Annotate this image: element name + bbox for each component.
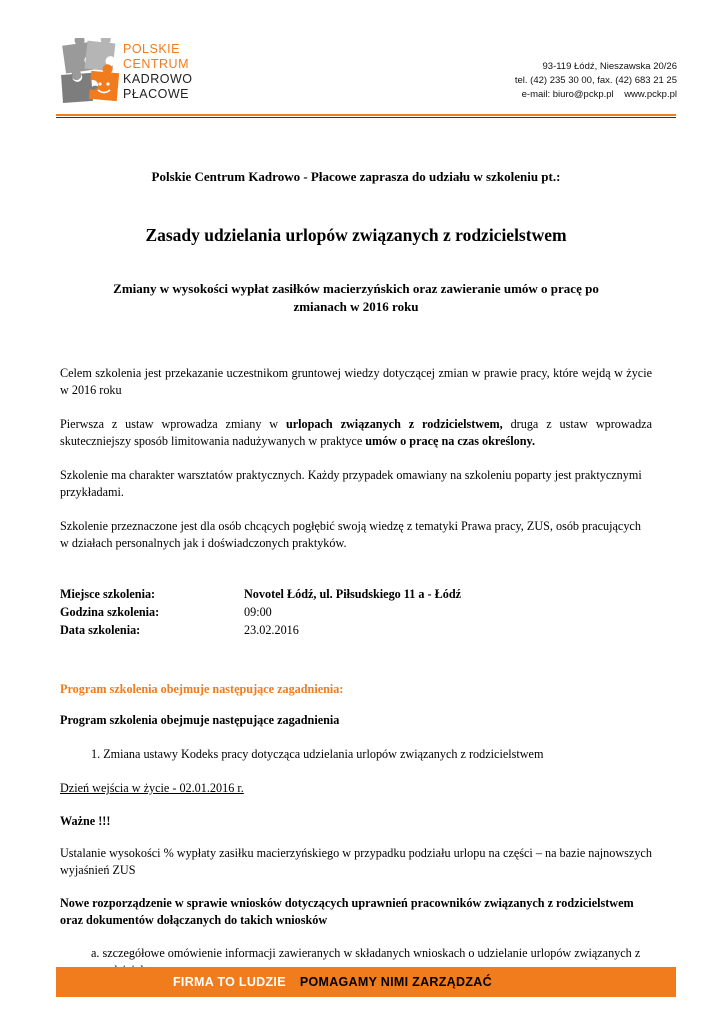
program-item-1: 1. Zmiana ustawy Kodeks pracy dotycząca udzielania urlopów związanych z rodzicielstwem: [91, 747, 544, 761]
maternity-note: Ustalanie wysokości % wypłaty zasiłku macierzyńskiego w przypadku podziału urlopu na części – na bazie najnowszych wyjaśnień ZUS: [60, 846, 652, 877]
contact-info: [515, 60, 677, 102]
footer-slogan: [173, 975, 492, 989]
effective-date: Dzień wejścia w życie - 02.01.2016 r.: [60, 781, 244, 795]
page-header: [0, 0, 725, 118]
puzzle-logo-icon: [56, 38, 122, 108]
training-title: Zasady udzielania urlopów związanych z rodzicielstwem: [145, 225, 567, 245]
company-logo: [56, 38, 206, 108]
place-label: Miejsce szkolenia:: [60, 587, 156, 601]
time-label: Godzina szkolenia:: [60, 605, 160, 619]
subtitle-line-2: zmianach w 2016 roku: [293, 299, 419, 314]
paragraph-goal: Celem szkolenia jest przekazanie uczestnikom gruntowej wiedzy dotyczącej zmian w prawie pracy, które wejdą w życie w 2016 roku: [60, 366, 652, 397]
logo-text: [123, 42, 192, 102]
subtitle-line-1: Zmiany w wysokości wypłat zasiłków macierzyńskich oraz zawieranie umów o pracę po: [113, 281, 599, 296]
contact-email-web: e-mail: biuro@pckp.pl www.pckp.pl: [521, 89, 677, 100]
laws-text-b: urlopach związanych z rodzicielstwem,: [285, 417, 503, 431]
paragraph-laws: [60, 416, 652, 450]
laws-text-a: Pierwsza z ustaw wprowadza zmiany w: [60, 417, 286, 431]
time-value: 09:00: [244, 605, 272, 619]
info-row-time: [60, 603, 461, 621]
paragraph-audience: Szkolenie przeznaczone jest dla osób chcących pogłębić swoją wiedzę z tematyki Prawa pracy, ZUS, osób pracujących w działach personalnych jak i doświadczonych praktyków.: [60, 519, 641, 550]
regulation-heading: Nowe rozporządzenie w sprawie wniosków dotyczących uprawnień pracowników związanych z rodzicielstwem oraz dokumentów dołączanych do takich wniosków: [60, 896, 634, 927]
logo-line-3: KADROWO: [123, 72, 193, 86]
logo-line-4: PŁACOWE: [123, 87, 190, 101]
date-label: Data szkolenia:: [60, 623, 141, 637]
sub-item-a-line-1: a. szczegółowe omówienie informacji zawieranych w składanych wnioskach o udzielanie urlopów związanych z: [91, 946, 641, 960]
training-info-table: [60, 585, 461, 639]
paragraph-workshop: Szkolenie ma charakter warsztatów praktycznych. Każdy przypadek omawiany na szkoleniu poparty jest praktycznymi przykładami.: [60, 468, 642, 499]
program-heading-orange: Program szkolenia obejmuje następujące zagadnienia:: [60, 682, 344, 696]
date-value: 23.02.2016: [244, 623, 299, 637]
program-heading: Program szkolenia obejmuje następujące zagadnienia: [60, 713, 340, 727]
info-row-place: [60, 585, 461, 603]
logo-line-1: POLSKIE: [123, 42, 180, 56]
laws-text-c: druga z ustaw wprowadza skuteczniejszy sposób limitowania nadużywanych w praktyce: [60, 417, 652, 448]
important-label: Ważne !!!: [60, 814, 111, 828]
document-body: [60, 168, 652, 979]
contact-phone: tel. (42) 235 30 00, fax. (42) 683 21 25: [514, 75, 677, 86]
contact-address: 93-119 Łódź, Nieszawska 20/26: [542, 61, 677, 72]
training-subtitle: [60, 280, 652, 316]
header-divider-dark: [56, 117, 676, 118]
logo-line-2: CENTRUM: [123, 57, 189, 71]
info-row-date: [60, 621, 461, 639]
header-divider-orange: [56, 114, 676, 116]
footer-slogan-left: FIRMA TO LUDZIE: [173, 975, 286, 989]
footer-slogan-right: POMAGAMY NIMI ZARZĄDZAĆ: [299, 975, 492, 989]
laws-text-d: umów o pracę na czas określony.: [365, 434, 536, 448]
place-value: Novotel Łódź, ul. Piłsudskiego 11 a - Łódź: [244, 587, 462, 601]
footer-banner: [56, 967, 676, 997]
invitation-intro: Polskie Centrum Kadrowo - Płacowe zaprasza do udziału w szkoleniu pt.:: [151, 169, 561, 184]
